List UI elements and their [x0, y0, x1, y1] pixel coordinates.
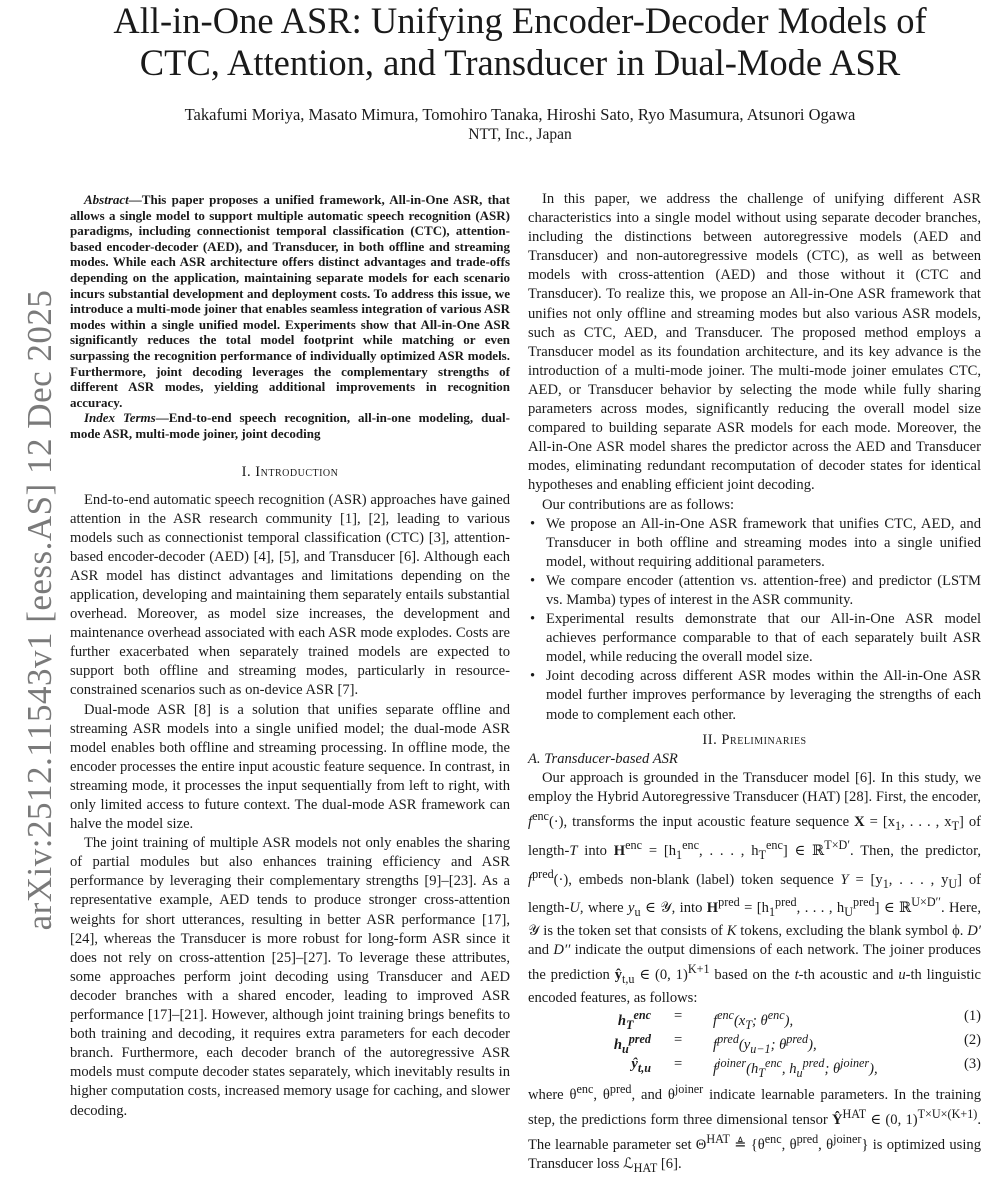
abstract-label: Abstract [84, 192, 129, 207]
prelim-paragraph-1: Our approach is grounded in the Transducer model [6]. In this study, we employ the Hybrid Autoregressive Transducer (HAT) [28]. First, the encoder, $f^{enc}(\cdot)$, transforms the input acoustic feature sequence $X = [x_1$, . . . , $x_T$] of length-T into $H^{enc} = [h_1^{enc}$, . . . , $h_T^{enc}$] ∈ ℝ$^{T\times D'}$. Then, the predictor, $f^{pred}(\cdot)$, embeds non-blank (label) token sequence $Y = [y_1$, . . . , $y_U$] of length-U, where $y_u$ ∈ 𝒴, into $H^{pred} = [h_1^{pred}$, . . . , $h_U^{pred}$] ∈ ℝ$^{U\times D''}$. Here, 𝒴 is the token set that consists of K tokens, excluding the blank symbol ϕ. D′ and D′′ indicate the output dimensions of each network. The joiner produces the prediction $ŷ_{t,u}$ ∈ (0, 1)$^{K+1}$ based on the t-th acoustic and u-th linguistic encoded features, as follows: [528, 769, 981, 1007]
contributions-lead: Our contributions are as follows: [542, 496, 735, 513]
section-title: Introduction [255, 463, 339, 480]
intro-paragraph-2: Dual-mode ASR [8] is a solution that unifies separate offline and streaming ASR models into a single unified model; the dual-mode ASR model enables both offline and streaming processing. In offline mode, the encoder processes the entire input acoustic feature sequence. In contrast, in streaming mode, it processes the input sequentially from left to right, with only limited access to future context. The dual-mode ASR framework can halve the model size. [70, 701, 510, 833]
intro-paragraph-4: In this paper, we address the challenge of unifying different ASR characteristics into a single model without using separate decoder branches, including the distinctions between autoregressive models (AED and Transducer) and non-autoregressive models (CTC), as well as between models with cross-attention (AED) and those without it (CTC and Transducer). To realize this, we propose an All-in-One ASR framework that unifies not only offline and streaming modes but also various ASR models, such as CTC, AED, and Transducer. The proposed method employs a Transducer model as its foundation architecture, and its key advance is the introduction of a multi-mode joiner. The multi-mode joiner emulates CTC, AED, or Transducer behavior by selecting the mode while fully sharing parameters across modes, significantly reducing the overall model size compared to building separate ASR models for each mode. Moreover, the All-in-One ASR model shares the predictor across the AED and Transducer modes, eliminating redundant recomputation of decoder states for identical hypotheses and enabling efficient joint decoding. [528, 191, 981, 494]
contribution-item: • Experimental results demonstrate that our All-in-One ASR model achieves performance comparable to that of each separately built ASR model, while reducing the overall model size. [546, 610, 981, 667]
arxiv-sidebar-stamp: arXiv:2512.11543v1 [eess.AS] 12 Dec 2025 [20, 289, 59, 931]
intro-paragraph-3: The joint training of multiple ASR models not only enables the sharing of partial modules but also enhances training efficiency and ASR performance by leveraging their complementary strengths [9]–[23]. As a representative example, AED tends to produce stronger cross-attention weights for short utterances, resulting in better ASR performance [17], [24], whereas the Transducer is more robust for long-form ASR since it does not rely on cross-attention [25]–[27]. To leverage these attributes, some approaches perform joint decoding using Transducer and AED decoder branches with a shared encoder, leading to improved ASR performance [17]–[21]. However, although joint training brings benefits to both training and decoding, it requires extra parameters for each decoder branch. Furthermore, each decoder branch of the autoregressive ASR models must compute decoder states separately, which inevitably results in higher computation costs, increased memory usage for caching, and slower decoding. [70, 835, 510, 1119]
equation-number: (3) [963, 1056, 981, 1073]
prelim-paragraph-2: where $\theta^{enc}$, $\theta^{pred}$, and $\theta^{joiner}$ indicate learnable parameters. In the training step, the predictions form three dimensional tensor $Ŷ^{HAT}$ ∈ (0, 1)$^{T\times U\times(K+1)}$. The learnable parameter set $\Theta^{HAT}$ ≜ {$\theta^{enc}$, $\theta^{pred}$, $\theta^{joiner}$} is optimized using Transducer loss ℒ$_{HAT}$ [6]. [528, 1082, 981, 1176]
left-column [70, 192, 510, 1121]
paper-title [60, 0, 980, 84]
section-number: II. [702, 731, 722, 748]
section-heading-preliminaries [528, 731, 981, 750]
affiliation: NTT, Inc., Japan [468, 126, 572, 143]
abstract: Abstract—This paper proposes a unified framework, All-in-One ASR, that allows a single model to support multiple automatic speech recognition (ASR) paradigms, including connectionist temporal classification (CTC), attention-based encoder-decoder (AED), and Transducer, in both offline and streaming modes. While each ASR architecture offers distinct advantages and trade-offs depending on the application, maintaining separate models for each scenario incurs substantial development and deployment costs. To address this issue, we introduce a multi-mode joiner that enables seamless integration of various ASR modes within a single unified model. Experiments show that All-in-One ASR significantly reduces the total model footprint while matching or even surpassing the recognition performance of individually optimized ASR models. Furthermore, joint decoding leverages the complementary strengths of different ASR modes, yielding additional improvements in recognition accuracy. [70, 192, 510, 410]
title-line-2: CTC, Attention, and Transducer in Dual-Mode ASR [139, 42, 901, 83]
equation-2: $h_u^{pred}$ = $f^{pred}(y_{u-1}$; $\theta^{pred}$), (2) [613, 1032, 981, 1057]
equation-number: (1) [963, 1008, 981, 1025]
contribution-item: • We propose an All-in-One ASR framework that unifies CTC, AED, and Transducer in both offline and streaming modes into a single unified model, without requiring additional parameters. [546, 515, 981, 572]
equation-1: $h_T^{enc}$ = $f^{enc}(x_T$; $\theta^{enc}$), (1) [617, 1008, 981, 1033]
title-line-1: All-in-One ASR: Unifying Encoder-Decoder Models of [113, 0, 927, 41]
equation-3: $ŷ_{t,u}$ = $f^{joiner}(h_T^{enc}$, $h_u^{pred}$; $\theta^{joiner}$), (3) [631, 1056, 981, 1081]
equation-number: (2) [963, 1032, 981, 1049]
index-terms-label: Index Terms [84, 410, 156, 426]
section-heading-introduction [70, 463, 510, 482]
contribution-item: • Joint decoding across different ASR modes within the All-in-One ASR model further improves performance by leveraging the strengths of each mode to complement each other. [546, 667, 981, 724]
contribution-item: • We compare encoder (attention vs. attention-free) and predictor (LSTM vs. Mamba) types of interest in the ASR community. [546, 572, 981, 610]
abstract-text: This paper proposes a unified framework, All-in-One ASR, that allows a single model to support multiple automatic speech recognition (ASR) paradigms, including connectionist temporal classification (CTC), attention-based encoder-decoder (AED), and Transducer, in both offline and streaming modes. While each ASR architecture offers distinct advantages and trade-offs depending on the application, maintaining separate models for each scenario incurs substantial development and deployment costs. To address this issue, we introduce a multi-mode joiner that enables seamless integration of various ASR modes within a single unified model. Experiments show that All-in-One ASR significantly reduces the total model footprint while matching or even surpassing the recognition performance of individually optimized ASR models. Furthermore, joint decoding leverages the complementary strengths of different ASR modes, yielding additional improvements in recognition accuracy. [70, 192, 510, 410]
right-column [528, 190, 981, 1178]
index-terms: Index Terms—End-to-end speech recognition, all-in-one modeling, dual-mode ASR, multi-mode joiner, joint decoding [70, 410, 510, 441]
section-number: I. [241, 463, 256, 480]
subsection-heading: A. Transducer-based ASR [528, 750, 678, 767]
contributions-list [528, 515, 981, 725]
author-list: Takafumi Moriya, Masato Mimura, Tomohiro Tanaka, Hiroshi Sato, Ryo Masumura, Atsunori Ogawa [184, 105, 856, 124]
index-terms-text: End-to-end speech recognition, all-in-one modeling, dual-mode ASR, multi-mode joiner, joint decoding [70, 410, 510, 441]
section-title: Preliminaries [721, 731, 807, 748]
intro-paragraph-1: End-to-end automatic speech recognition (ASR) approaches have gained attention in the ASR research community [1], [2], leading to various models such as connectionist temporal classification (CTC) [3], attention-based encoder-decoder (AED) [4], [5], and Transducer [6]. Although each ASR model has distinct advantages and limitations depending on the application, developing and maintaining them separately entails substantial overhead. Moreover, as model size increases, the development and maintenance overhead associated with each ASR mode explodes. Costs are further exacerbated when separately trained models are expected to support both offline and streaming modes, particularly in resource-constrained scenarios such as on-device ASR [7]. [70, 491, 510, 699]
